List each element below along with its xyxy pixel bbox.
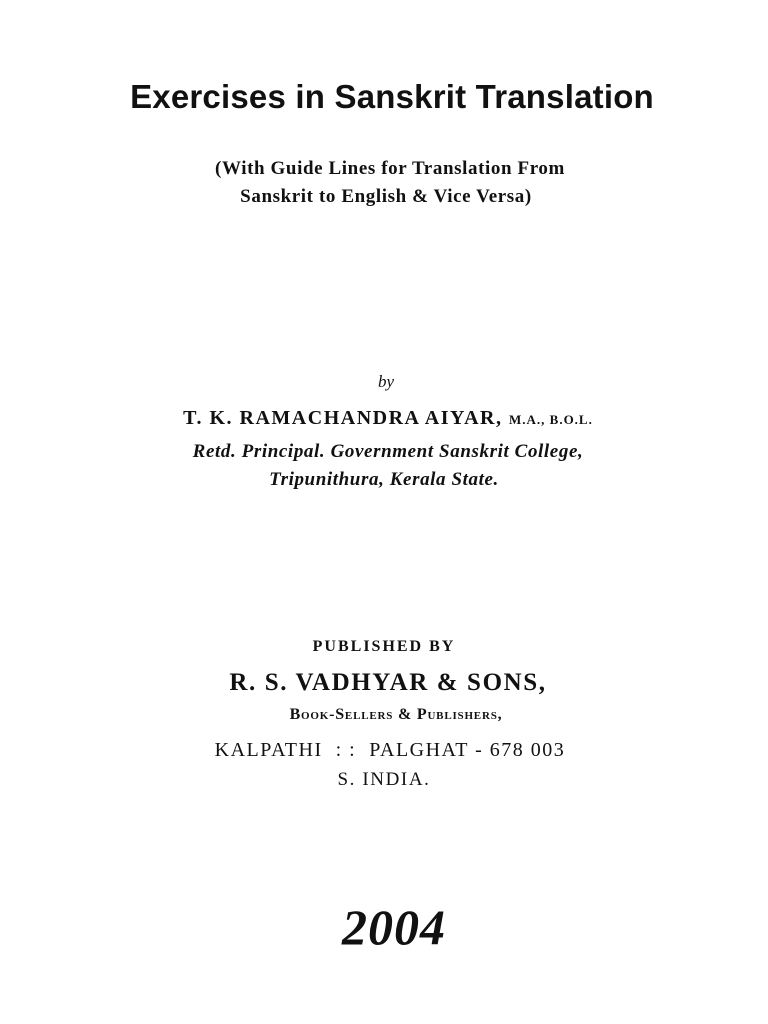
publisher-country: S. INDIA. xyxy=(337,769,431,790)
affiliation-line-2: Tripunithura, Kerala State. xyxy=(269,469,499,490)
subtitle-line-1: (With Guide Lines for Translation From xyxy=(215,158,565,179)
affiliation-line-1: Retd. Principal. Government Sanskrit College, xyxy=(192,441,584,462)
by-label: by xyxy=(377,372,395,391)
publisher-address: KALPATHI : : PALGHAT - 678 003 xyxy=(214,739,566,761)
publication-year: 2004 xyxy=(342,899,446,955)
publisher-name: R. S. VADHYAR & SONS, xyxy=(229,669,547,696)
publisher-description: Book-Sellers & Publishers, xyxy=(289,706,503,723)
subtitle-line-2: Sanskrit to English & Vice Versa) xyxy=(240,186,532,207)
author-name: T. K. RAMACHANDRA AIYAR, xyxy=(183,407,503,429)
published-by-label: PUBLISHED BY xyxy=(312,638,456,655)
book-title: Exercises in Sanskrit Translation xyxy=(130,78,654,115)
author-line xyxy=(4,407,768,430)
author-degrees: M.A., B.O.L. xyxy=(508,412,593,427)
